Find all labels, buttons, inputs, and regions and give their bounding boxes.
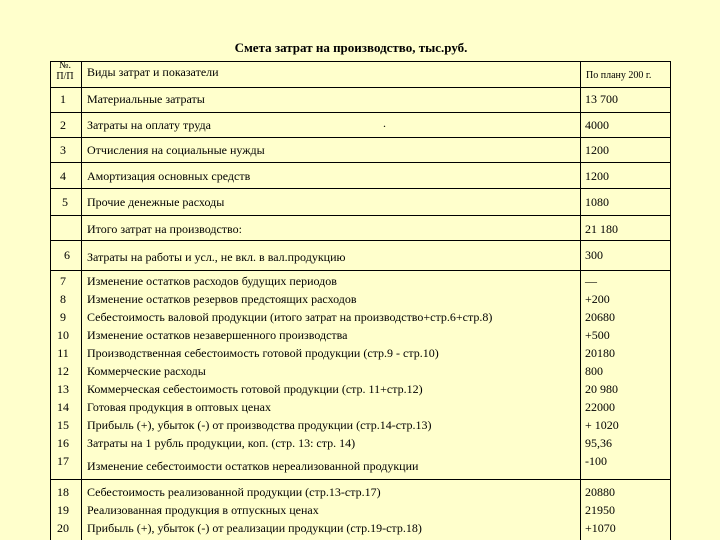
row-number: 15 (57, 418, 69, 432)
row-number: 19 (57, 503, 69, 517)
row-divider (50, 112, 671, 113)
row-name: Прочие денежные расходы (87, 195, 225, 209)
row-name: Себестоимость реализованной продукции (стр.13-стр.17) (87, 485, 381, 499)
row-name: Коммерческие расходы (87, 364, 206, 378)
row-number: 4 (60, 169, 66, 183)
row-name: Амортизация основных средств (87, 169, 251, 183)
row-number: 6 (64, 248, 70, 262)
row-name: Готовая продукция в оптовых ценах (87, 400, 271, 414)
row-name: Изменение остатков расходов будущих периодов (87, 274, 337, 288)
row-number: 1 (60, 92, 66, 106)
row-name: Затраты на 1 рубль продукции, коп. (стр. 13: стр. 14) (87, 436, 356, 450)
row-divider (50, 188, 671, 189)
column-divider (81, 61, 82, 540)
header-num-label: №. (58, 60, 72, 71)
row-divider (50, 162, 671, 163)
row-value: 4000 (585, 118, 609, 132)
row-name: Прибыль (+), убыток (-) от реализации продукции (стр.19-стр.18) (87, 521, 422, 535)
row-name: Отчисления на социальные нужды (87, 143, 265, 157)
row-value: 13 700 (585, 92, 618, 106)
row-number: 18 (57, 485, 69, 499)
column-divider (580, 61, 581, 540)
row-name: Прибыль (+), убыток (-) от производства продукции (стр.14-стр.13) (87, 418, 432, 432)
row-value: 1200 (585, 143, 609, 157)
row-value: 1080 (585, 195, 609, 209)
stray-mark: . (383, 116, 386, 130)
row-value: — (585, 274, 597, 288)
row-number: 2 (60, 118, 66, 132)
row-value: 800 (585, 364, 603, 378)
row-value: 95,36 (585, 436, 612, 450)
row-name: Себестоимость валовой продукции (итого затрат на производство+стр.6+стр.8) (87, 310, 493, 324)
row-number: 16 (57, 436, 69, 450)
row-name: Коммерческая себестоимость готовой продукции (стр. 11+стр.12) (87, 382, 423, 396)
total-label: Итого затрат на производство: (87, 222, 242, 236)
row-number: 11 (57, 346, 69, 360)
row-divider (50, 270, 671, 271)
document-title: Смета затрат на производство, тыс.руб. (234, 40, 468, 55)
row-divider (50, 87, 671, 88)
row-name: Производственная себестоимость готовой продукции (стр.9 - стр.10) (87, 346, 439, 360)
row-value: 1200 (585, 169, 609, 183)
row-number: 3 (60, 143, 66, 157)
row-value: + 1020 (585, 418, 619, 432)
row-value: +1070 (585, 521, 616, 535)
row-number: 10 (57, 328, 69, 342)
row-name: Изменение остатков резервов предстоящих расходов (87, 292, 357, 306)
row-name: Материальные затраты (87, 92, 205, 106)
row-number: 20 (57, 521, 69, 535)
row-divider (50, 479, 671, 480)
row-name: Реализованная продукция в отпускных ценах (87, 503, 319, 517)
row-name: Затраты на оплату труда (87, 118, 211, 132)
row-value: 21950 (585, 503, 615, 517)
row-number: 7 (60, 274, 66, 288)
row-number: 5 (62, 195, 68, 209)
table-border-top (50, 61, 671, 62)
header-name-label: Виды затрат и показатели (87, 65, 219, 79)
row-number: 12 (57, 364, 69, 378)
row-value: 20 980 (585, 382, 618, 396)
row-value: 20180 (585, 346, 615, 360)
row-number: 13 (57, 382, 69, 396)
row-value: 20880 (585, 485, 615, 499)
row-number: 17 (57, 454, 69, 468)
row-divider (50, 240, 671, 241)
header-plan-label: По плану 200 г. (586, 70, 652, 81)
row-number: 8 (60, 292, 66, 306)
row-value: 300 (585, 248, 603, 262)
header-num-label: П/П (56, 71, 74, 82)
row-number: 9 (60, 310, 66, 324)
row-name: Изменение остатков незавершенного производства (87, 328, 348, 342)
row-number: 14 (57, 400, 69, 414)
row-divider (50, 137, 671, 138)
row-value: +200 (585, 292, 610, 306)
row-name: Изменение себестоимости остатков нереализованной продукции (87, 459, 419, 473)
row-name: Затраты на работы и усл., не вкл. в вал.продукцию (87, 250, 346, 264)
total-value: 21 180 (585, 222, 618, 236)
row-value: -100 (585, 454, 607, 468)
row-value: 20680 (585, 310, 615, 324)
table-border-right (670, 61, 671, 540)
row-value: 22000 (585, 400, 615, 414)
row-divider (50, 215, 671, 216)
row-value: +500 (585, 328, 610, 342)
